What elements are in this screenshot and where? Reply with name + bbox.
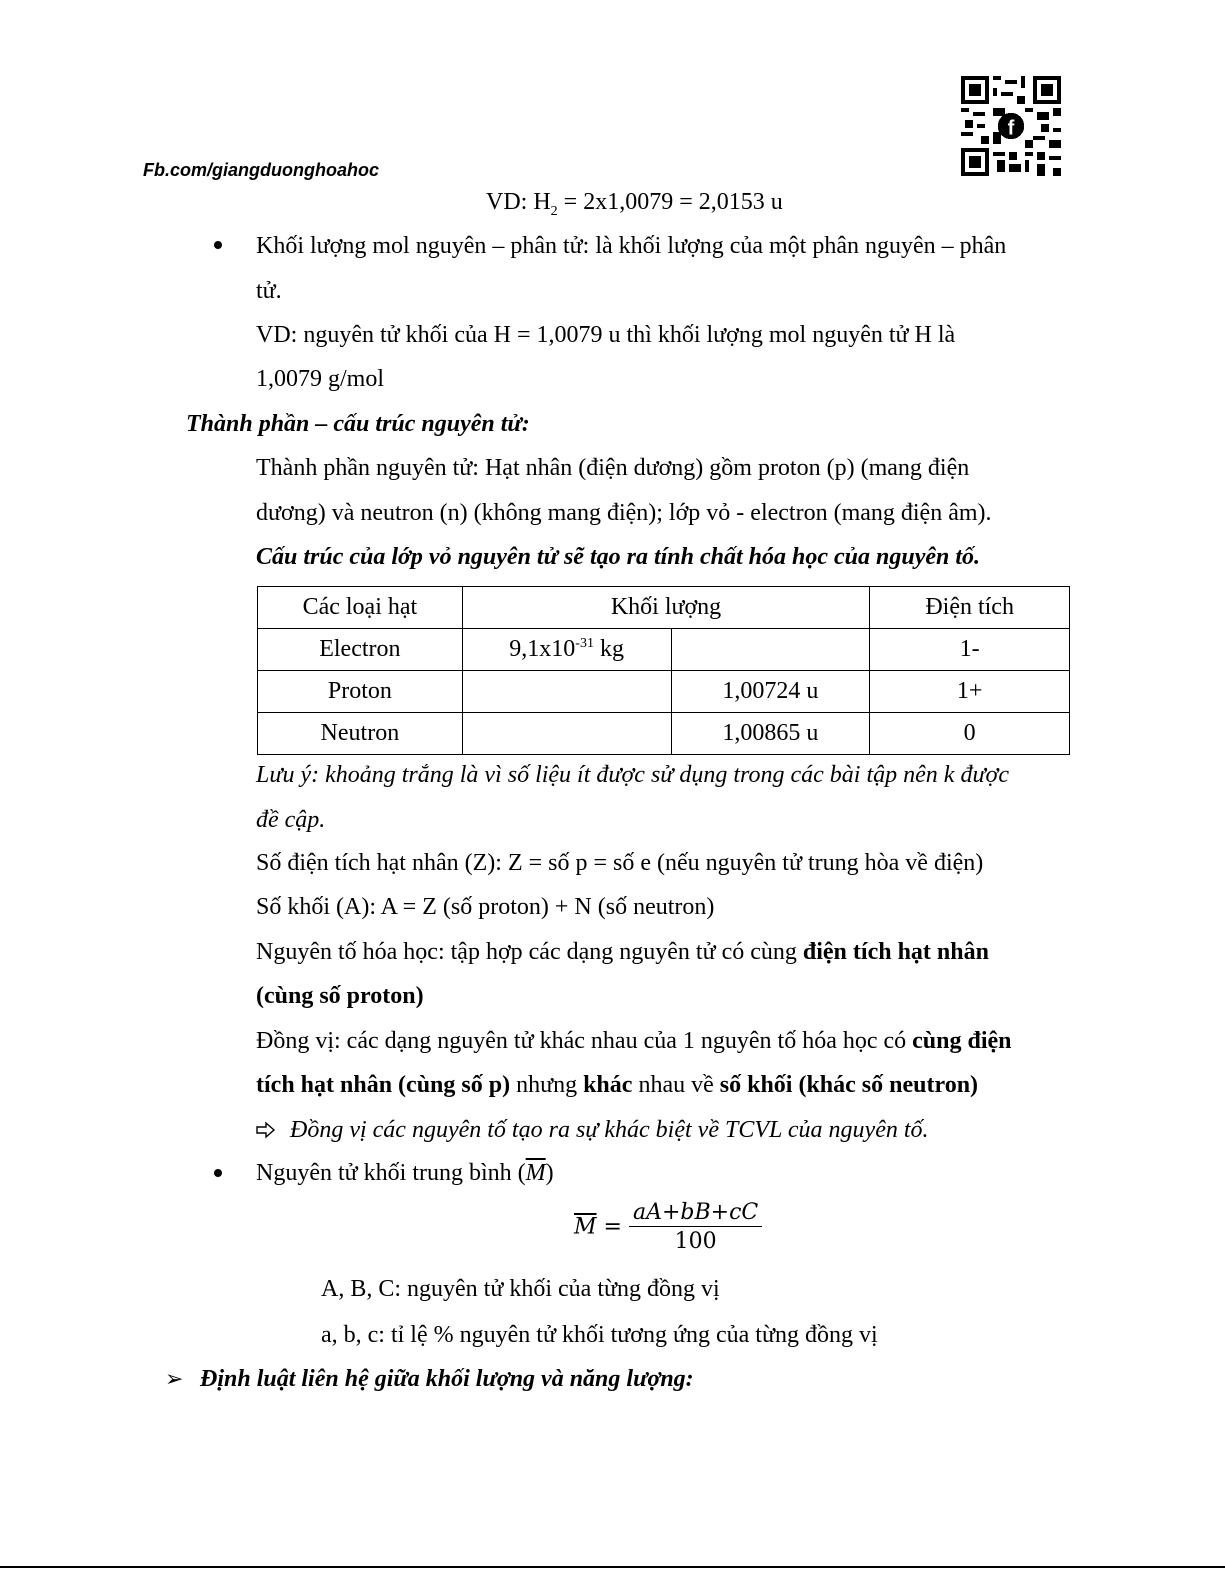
table-row	[258, 671, 1070, 713]
isotope-ratio-definition: a, b, c: tỉ lệ % nguyên tử khối tương ứng của từng đồng vị	[321, 1322, 878, 1348]
mass-kg	[462, 713, 671, 755]
composition-line2: dương) và neutron (n) (không mang điện); lớp vỏ - electron (mang điện âm).	[256, 500, 992, 526]
table-row	[258, 713, 1070, 755]
mass-kg: $9,1x10^{-31}$ kg	[462, 629, 671, 671]
table-header-cell: Điện tích	[870, 587, 1070, 629]
molar-mass-example-line2: 1,0079 g/mol	[256, 366, 385, 392]
isotope-conclusion: Đồng vị các nguyên tố tạo ra sự khác biệt về TCVL của nguyên tố.	[290, 1117, 929, 1143]
section-heading-composition: Thành phần – cấu trúc nguyên tử:	[186, 411, 530, 437]
outlined-arrow-icon	[256, 1121, 276, 1144]
molar-mass-line2: tử.	[256, 278, 282, 304]
bullet-icon	[214, 1169, 222, 1177]
charge: 0	[870, 713, 1070, 755]
note-line1: Lưu ý: khoảng trắng là vì số liệu ít được sử dụng trong các bài tập nên k được	[256, 762, 1009, 788]
average-mass-formula: $\overline{M}$ = $\frac{aA+bB+cC}{100}$	[574, 1200, 762, 1254]
particle-name: Proton	[258, 671, 463, 713]
element-definition-line2: (cùng số proton)	[256, 983, 424, 1009]
svg-text:f: f	[1007, 117, 1015, 140]
note-line2: đề cập.	[256, 807, 326, 833]
mass-number-line: Số khối (A): A = Z (số proton) + N (số neutron)	[256, 894, 715, 920]
particle-table	[257, 586, 1070, 755]
particle-name: Neutron	[258, 713, 463, 755]
table-header-cell: Các loại hạt	[258, 587, 463, 629]
example-h2: VD: $H_2 = 2x1,0079 = 2,0153$ u	[486, 189, 783, 219]
mass-kg	[462, 671, 671, 713]
particle-name: Electron	[258, 629, 463, 671]
mass-u: 1,00724 u	[671, 671, 870, 713]
average-mass-label: Nguyên tử khối trung bình $(\overline{M})$	[256, 1160, 554, 1186]
bullet-icon	[214, 241, 222, 249]
qr-code-icon	[961, 76, 1061, 176]
mass-u	[671, 629, 870, 671]
composition-emphasis: Cấu trúc của lớp vỏ nguyên tử sẽ tạo ra tính chất hóa học của nguyên tố.	[256, 544, 981, 570]
atomic-number-line: Số điện tích hạt nhân (Z): Z = số p = số e (nếu nguyên tử trung hòa về điện)	[256, 850, 984, 876]
law-heading: Định luật liên hệ giữa khối lượng và năng lượng:	[200, 1366, 694, 1392]
table-header-cell: Khối lượng	[462, 587, 870, 629]
element-definition-line1: Nguyên tố hóa học: tập hợp các dạng nguyên tử có cùng điện tích hạt nhân	[256, 939, 989, 965]
isotope-definition-line2: tích hạt nhân (cùng số p) nhưng khác nhau về số khối (khác số neutron)	[256, 1072, 979, 1098]
charge: 1-	[870, 629, 1070, 671]
table-row	[258, 629, 1070, 671]
table-header-row	[258, 587, 1070, 629]
charge: 1+	[870, 671, 1070, 713]
molar-mass-example-line1: VD: nguyên tử khối của H = 1,0079 u thì khối lượng mol nguyên tử H là	[256, 322, 956, 348]
composition-line1: Thành phần nguyên tử: Hạt nhân (điện dương) gồm proton (p) (mang điện	[256, 455, 970, 481]
arrowhead-bullet-icon: ➢	[165, 1366, 184, 1391]
page-bottom-border	[0, 1566, 1225, 1568]
molar-mass-line1: Khối lượng mol nguyên – phân tử: là khối lượng của một phân nguyên – phân	[256, 233, 1007, 259]
facebook-link[interactable]: Fb.com/giangduonghoahoc	[143, 160, 379, 180]
mass-u: 1,00865 u	[671, 713, 870, 755]
isotope-definition-line1: Đồng vị: các dạng nguyên tử khác nhau của 1 nguyên tố hóa học có cùng điện	[256, 1028, 1012, 1054]
isotope-mass-definition: A, B, C: nguyên tử khối của từng đồng vị	[321, 1276, 720, 1302]
